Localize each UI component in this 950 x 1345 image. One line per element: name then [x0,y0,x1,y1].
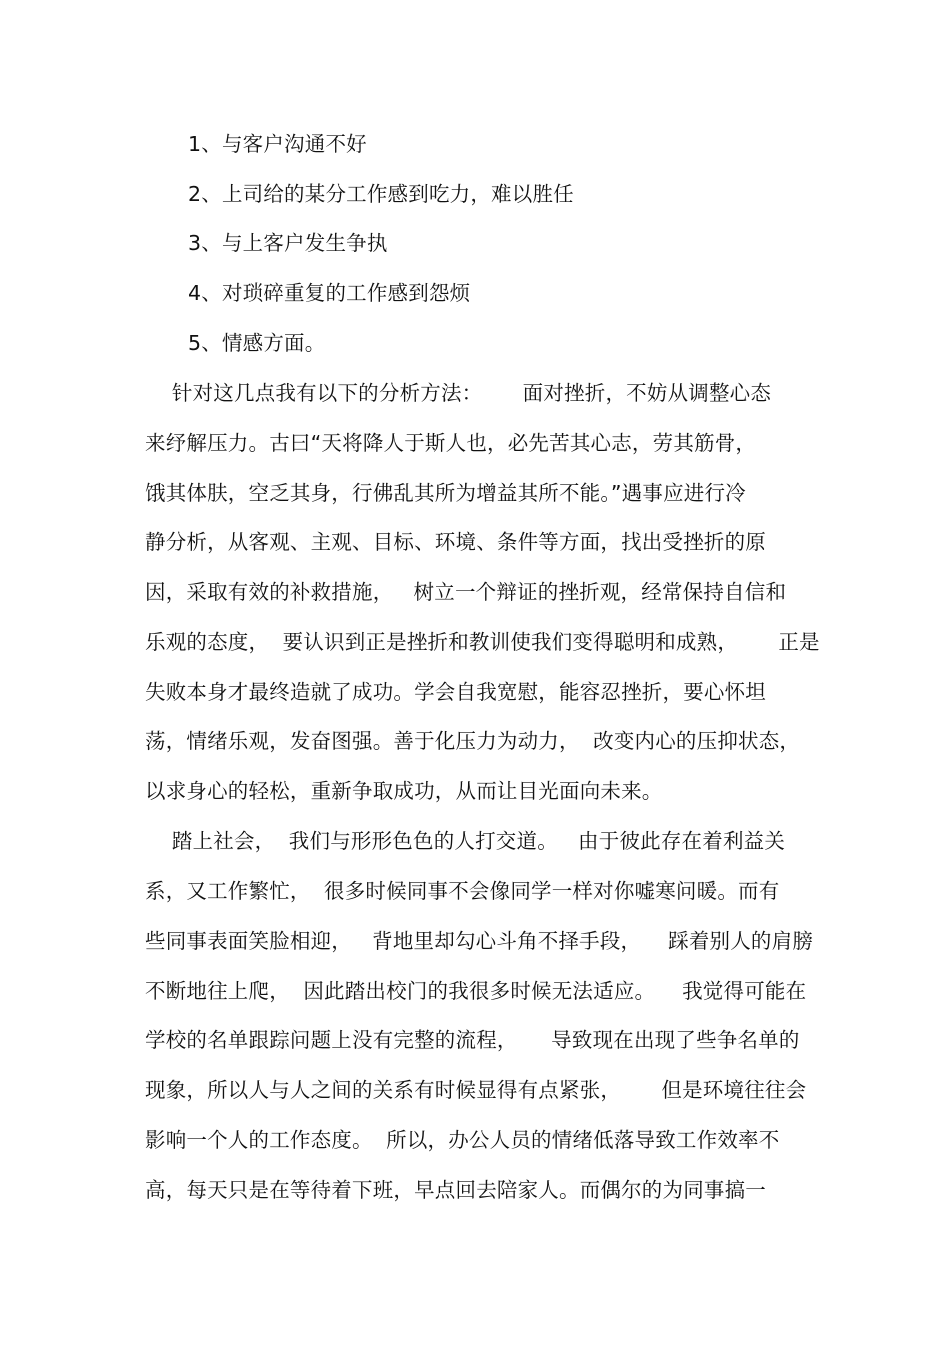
list-item: 3、与上客户发生争执 [188,231,388,255]
paragraph-line: 不断地往上爬， 因此踏出校门的我很多时候无法适应。 我觉得可能在 [145,979,807,1003]
paragraph-line: 现象，所以人与人之间的关系有时候显得有点紧张， 但是环境往往会 [145,1078,807,1102]
paragraph-line: 以求身心的轻松，重新争取成功，从而让目光面向未来。 [145,779,663,803]
paragraph-line: 静分析，从客观、主观、目标、环境、条件等方面，找出受挫折的原 [145,530,766,554]
paragraph-line: 饿其体肤，空乏其身，行佛乱其所为增益其所不能。”遇事应进行冷 [145,481,746,505]
paragraph-line: 来纾解压力。古曰“天将降人于斯人也，必先苦其心志，劳其筋骨， [145,431,757,455]
list-item: 4、对琐碎重复的工作感到怨烦 [188,281,471,305]
paragraph-line: 乐观的态度， 要认识到正是挫折和教训使我们变得聪明和成熟， 正是 [145,630,820,654]
paragraph-line: 学校的名单跟踪问题上没有完整的流程， 导致现在出现了些争名单的 [145,1028,800,1052]
paragraph-line: 针对这几点我有以下的分析方法： 面对挫折，不妨从调整心态 [145,381,772,405]
paragraph-line: 因，采取有效的补救措施， 树立一个辩证的挫折观，经常保持自信和 [145,580,787,604]
paragraph-line: 影响一个人的工作态度。 所以，办公人员的情绪低落导致工作效率不 [145,1128,780,1152]
list-item: 2、上司给的某分工作感到吃力，难以胜任 [188,182,574,206]
paragraph-line: 些同事表面笑脸相迎， 背地里却勾心斗角不择手段， 踩着别人的肩膀 [145,929,814,953]
paragraph-line: 踏上社会， 我们与形形色色的人打交道。 由于彼此存在着利益关 [145,829,786,853]
paragraph-line: 荡，情绪乐观，发奋图强。善于化压力为动力， 改变内心的压抑状态， [145,729,801,753]
paragraph-line: 高，每天只是在等待着下班，早点回去陪家人。而偶尔的为同事搞一 [145,1178,766,1202]
paragraph-line: 失败本身才最终造就了成功。学会自我宽慰，能容忍挫折，要心怀坦 [145,680,766,704]
paragraph-line: 系，又工作繁忙， 很多时候同事不会像同学一样对你嘘寒问暖。而有 [145,879,780,903]
list-item: 5、情感方面。 [188,331,326,355]
list-item: 1、与客户沟通不好 [188,132,367,156]
